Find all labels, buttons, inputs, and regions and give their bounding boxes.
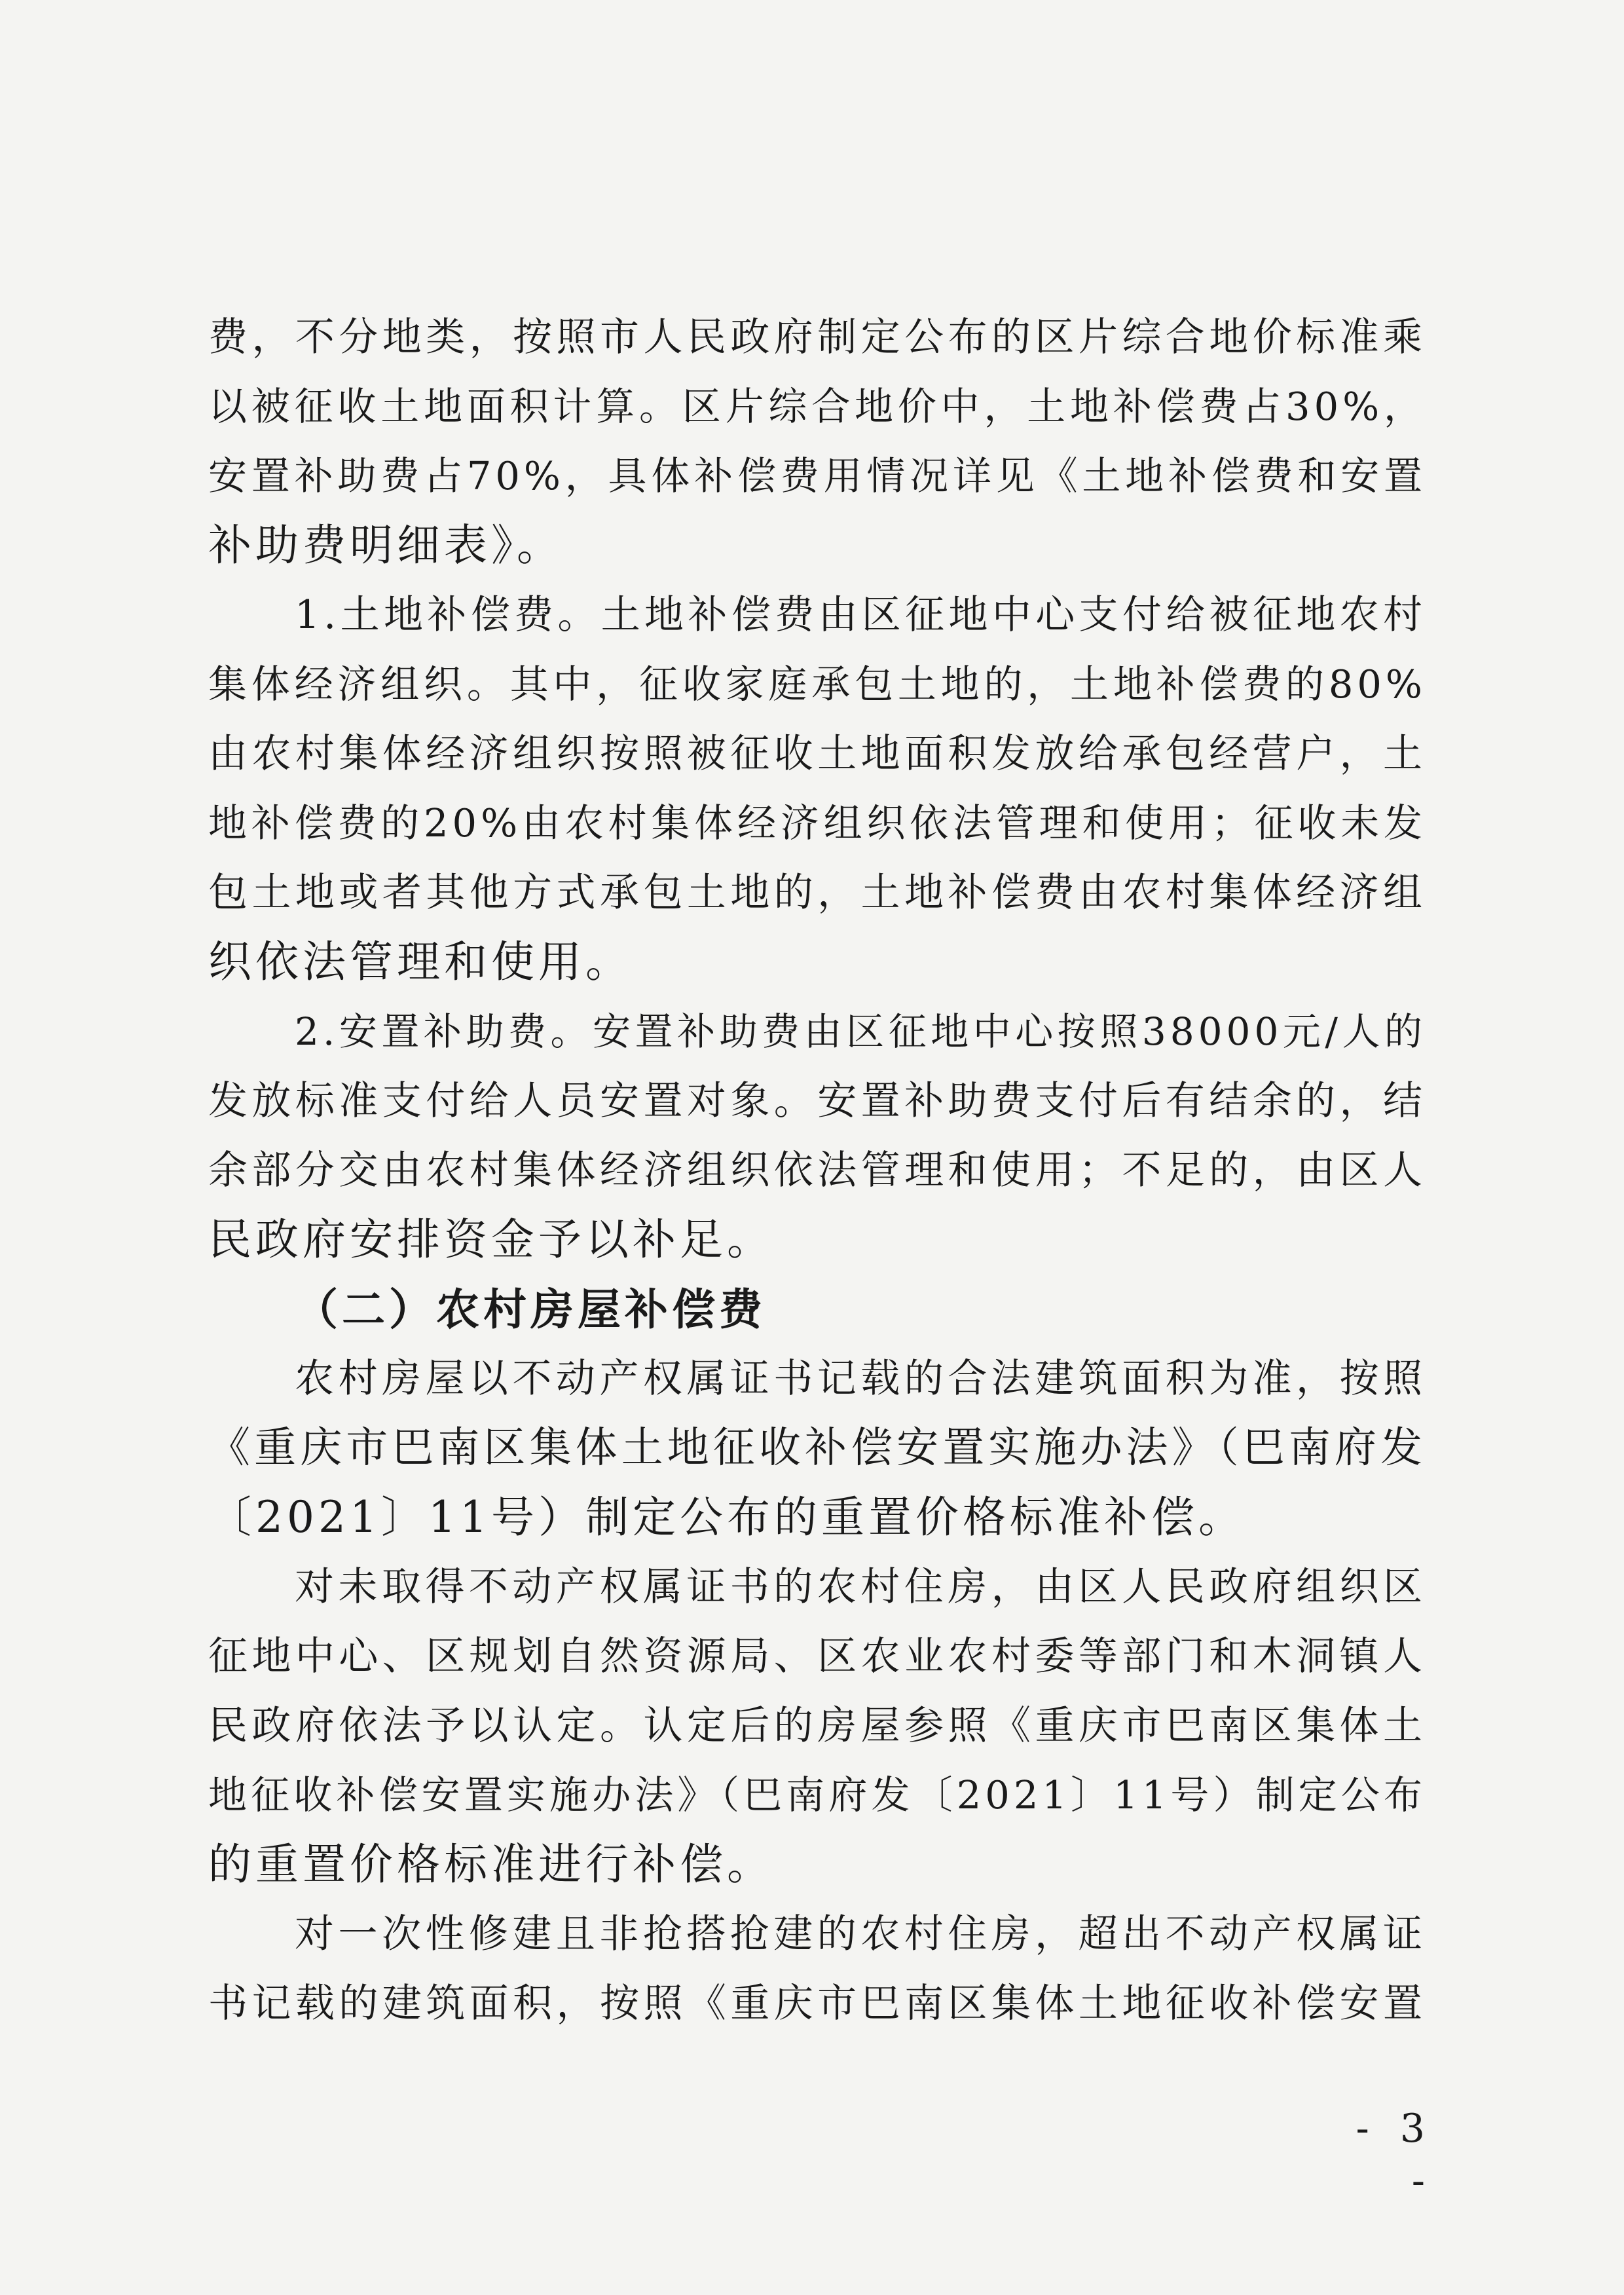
text-line: 地补偿费的20%由农村集体经济组织依法管理和使用；征收未发 bbox=[208, 800, 1426, 846]
text-line: 发放标准支付给人员安置对象。安置补助费支付后有结余的，结 bbox=[208, 1078, 1426, 1124]
text-line: 书记载的建筑面积，按照《重庆市巴南区集体土地征收补偿安置 bbox=[208, 1981, 1426, 2026]
text-line: 织依法管理和使用。 bbox=[208, 937, 633, 987]
text-line: 安置补助费占70%，具体补偿费用情况详见《土地补偿费和安置 bbox=[208, 453, 1426, 498]
text-line: 农村房屋以不动产权属证书记载的合法建筑面积为准，按照 bbox=[295, 1356, 1426, 1402]
text-line: 民政府安排资金予以补足。 bbox=[208, 1214, 774, 1265]
text-line: 以被征收土地面积计算。区片综合地价中，土地补偿费占30%， bbox=[208, 384, 1426, 429]
page-number: - 3 - bbox=[1356, 2106, 1434, 2204]
text-line: 对未取得不动产权属证书的农村住房，由区人民政府组织区 bbox=[295, 1564, 1426, 1610]
text-line: 民政府依法予以认定。认定后的房屋参照《重庆市巴南区集体土 bbox=[208, 1703, 1426, 1749]
text-line: 补助费明细表》。 bbox=[208, 520, 564, 570]
section-heading: （二）农村房屋补偿费 bbox=[295, 1284, 766, 1335]
text-line: 征地中心、区规划自然资源局、区农业农村委等部门和木洞镇人 bbox=[208, 1633, 1426, 1679]
text-line: 余部分交由农村集体经济组织依法管理和使用；不足的，由区人 bbox=[208, 1148, 1426, 1193]
text-line: 的重置价格标准进行补偿。 bbox=[208, 1839, 774, 1890]
text-line: 费，不分地类，按照市人民政府制定公布的区片综合地价标准乘 bbox=[208, 314, 1426, 360]
text-line: 1.土地补偿费。土地补偿费由区征地中心支付给被征地农村 bbox=[295, 592, 1426, 638]
text-line: 〔2021〕11号）制定公布的重置价格标准补偿。 bbox=[208, 1492, 1246, 1542]
text-line: 《重庆市巴南区集体土地征收补偿安置实施办法》（巴南府发 bbox=[208, 1424, 1426, 1472]
text-line: 由农村集体经济组织按照被征收土地面积发放给承包经营户，土 bbox=[208, 731, 1426, 777]
text-line: 地征收补偿安置实施办法》（巴南府发〔2021〕11号）制定公布 bbox=[208, 1772, 1426, 1818]
text-line: 集体经济组织。其中，征收家庭承包土地的，土地补偿费的80% bbox=[208, 662, 1426, 707]
text-line: 2.安置补助费。安置补助费由区征地中心按照38000元/人的 bbox=[295, 1009, 1426, 1054]
text-line: 对一次性修建且非抢搭抢建的农村住房，超出不动产权属证 bbox=[295, 1911, 1426, 1957]
document-body bbox=[208, 303, 1426, 2038]
text-line: 包土地或者其他方式承包土地的，土地补偿费由农村集体经济组 bbox=[208, 870, 1426, 916]
